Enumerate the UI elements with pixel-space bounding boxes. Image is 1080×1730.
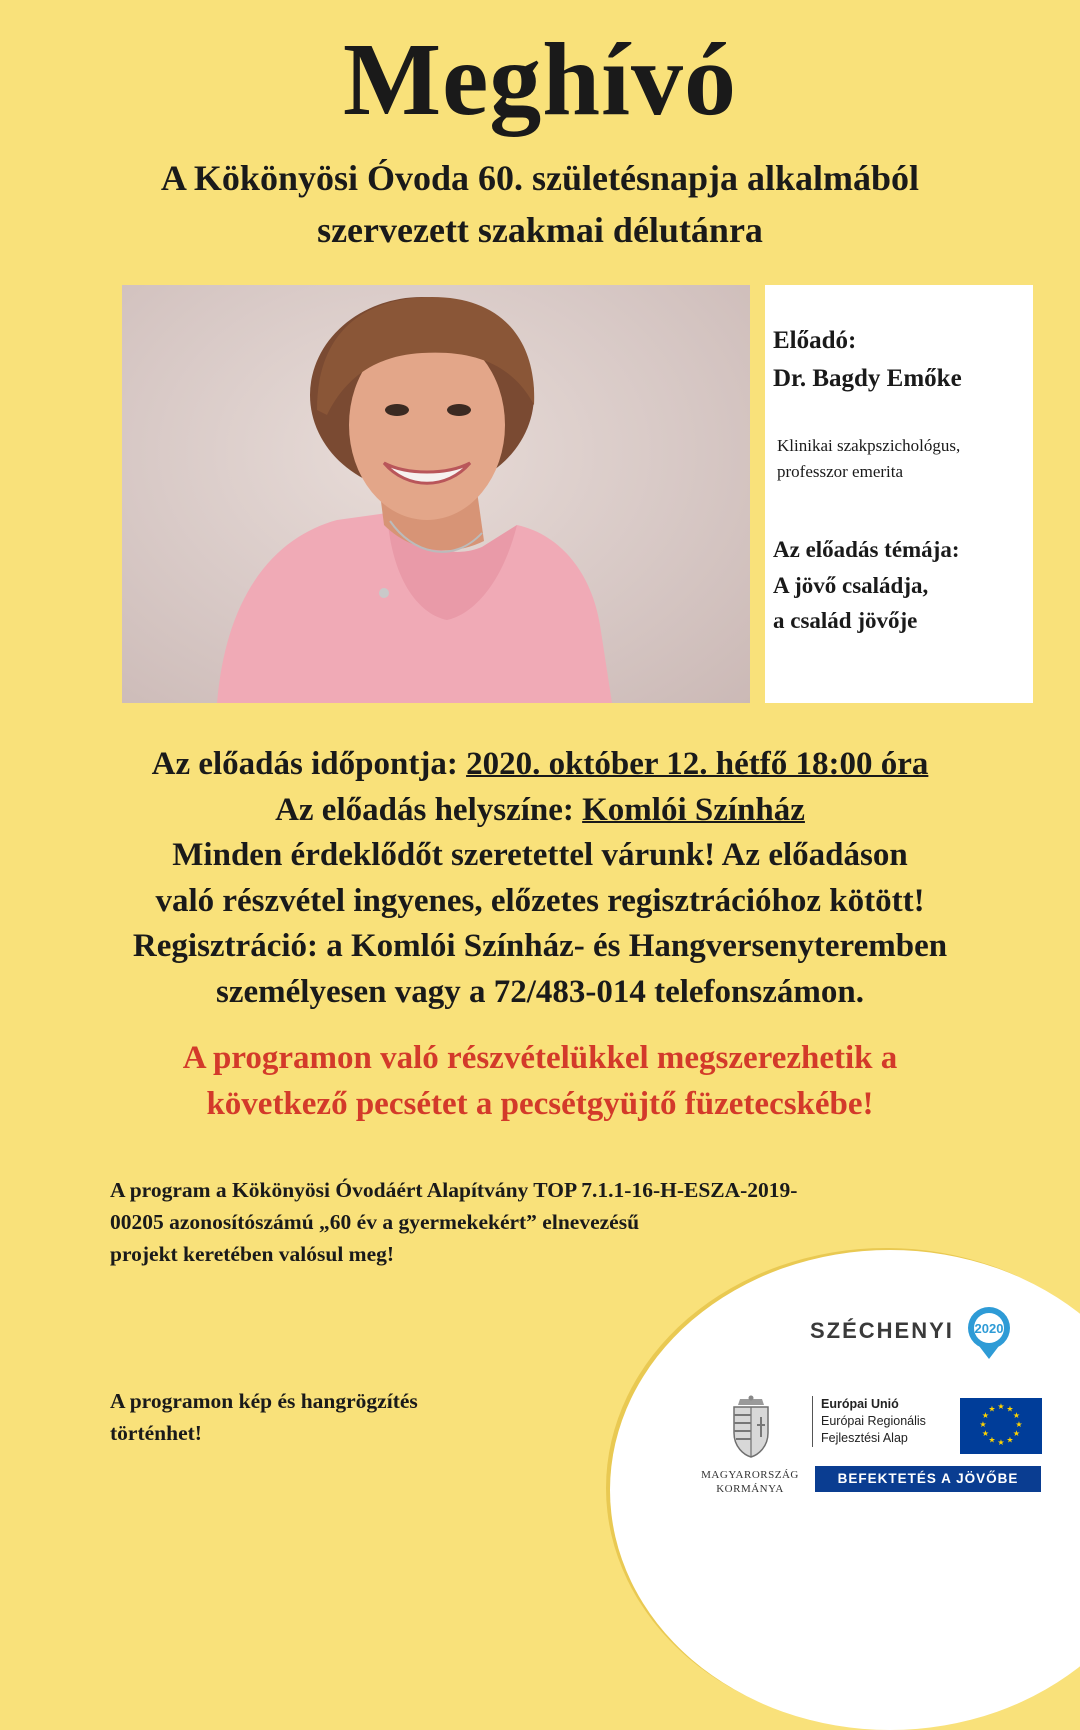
gov-line-2: KORMÁNYA	[716, 1483, 784, 1495]
svg-text:★: ★	[1012, 1411, 1021, 1420]
svg-text:★: ★	[1012, 1429, 1021, 1438]
topic-line-2: a család jövője	[773, 608, 918, 633]
szechenyi-year: 2020	[974, 1321, 1004, 1336]
hungarian-government-label	[690, 1468, 810, 1496]
speaker-info-box	[765, 285, 1033, 703]
topic-line-1: A jövő családja,	[773, 573, 929, 598]
svg-text:★: ★	[997, 1402, 1005, 1411]
szechenyi-logo-text: SZÉCHENYI	[810, 1318, 954, 1343]
program-line-1: A program a Kökönyösi Óvodáért Alapítvány TOP 7.1.1-16-H-ESZA-2019-	[110, 1178, 798, 1202]
event-place	[0, 788, 1080, 834]
event-place-value: Komlói Színház	[582, 791, 805, 828]
recording-line-2: történhet!	[110, 1421, 202, 1445]
svg-text:★: ★	[1006, 1404, 1014, 1414]
presenter-label: Előadó:	[773, 327, 857, 354]
svg-text:★: ★	[979, 1420, 987, 1429]
subtitle-line-1: A Kökönyösi Óvoda 60. születésnapja alkalmából	[160, 158, 920, 198]
hungarian-crest-icon	[728, 1395, 774, 1459]
svg-text:★: ★	[988, 1404, 996, 1414]
speaker-role-line-2: professzor emerita	[777, 462, 904, 481]
event-place-label: Az előadás helyszíne:	[275, 791, 583, 828]
speaker-role	[777, 433, 960, 485]
eu-line-1: Európai Unió	[821, 1397, 899, 1411]
invitation-subtitle	[0, 152, 1080, 256]
speaker-portrait-illustration	[122, 285, 750, 703]
svg-text:★: ★	[981, 1411, 990, 1420]
event-time-label: Az előadás időpontja:	[151, 746, 467, 782]
speaker-photo	[122, 285, 750, 703]
stamp-notice	[0, 1035, 1080, 1127]
event-time-value: 2020. október 12. hétfő 18:00 óra	[466, 746, 929, 782]
stamp-notice-line-2: következő pecsétet a pecsétgyüjtő füzetecskébe!	[206, 1086, 874, 1122]
details-line-4: való részvétel ingyenes, előzetes regisztrációhoz kötött!	[155, 882, 925, 919]
subtitle-line-2: szervezett szakmai délutánra	[317, 210, 763, 250]
gov-line-1: MAGYARORSZÁG	[701, 1469, 799, 1481]
svg-text:★: ★	[988, 1435, 996, 1445]
recording-line-1: A programon kép és hangrögzítés	[110, 1389, 418, 1413]
eu-flag-icon	[960, 1398, 1042, 1454]
recording-notice	[110, 1385, 530, 1449]
details-line-6: személyesen vagy a 72/483-014 telefonszámon.	[216, 973, 864, 1010]
event-time	[0, 742, 1080, 788]
speaker-role-line-1: Klinikai szakpszichológus,	[777, 436, 961, 455]
program-line-2: 00205 azonosítószámú „60 év a gyermekekért” elnevezésű	[110, 1210, 640, 1234]
topic-label: Az előadás témája:	[773, 537, 960, 562]
eu-fund-label	[812, 1396, 926, 1447]
stamp-notice-line-1: A programon való részvételükkel megszerezhetik a	[182, 1040, 898, 1076]
event-details	[0, 742, 1080, 1015]
szechenyi-pin-icon	[962, 1306, 1016, 1360]
svg-text:★: ★	[981, 1429, 990, 1438]
details-line-5: Regisztráció: a Komlói Színház- és Hangversenyteremben	[132, 928, 948, 964]
svg-text:★: ★	[1015, 1420, 1023, 1429]
svg-text:★: ★	[1006, 1435, 1014, 1445]
svg-text:★: ★	[997, 1438, 1005, 1447]
program-line-3: projekt keretében valósul meg!	[110, 1242, 395, 1266]
eu-line-2: Európai Regionális	[821, 1414, 926, 1428]
speaker-name: Dr. Bagdy Emőke	[773, 365, 962, 392]
investment-banner: BEFEKTETÉS A JÖVŐBE	[815, 1466, 1041, 1492]
eu-line-3: Fejlesztési Alap	[821, 1431, 908, 1445]
invitation-title: Meghívó	[342, 22, 738, 137]
details-line-3: Minden érdeklődőt szeretettel várunk! Az előadáson	[172, 837, 908, 873]
